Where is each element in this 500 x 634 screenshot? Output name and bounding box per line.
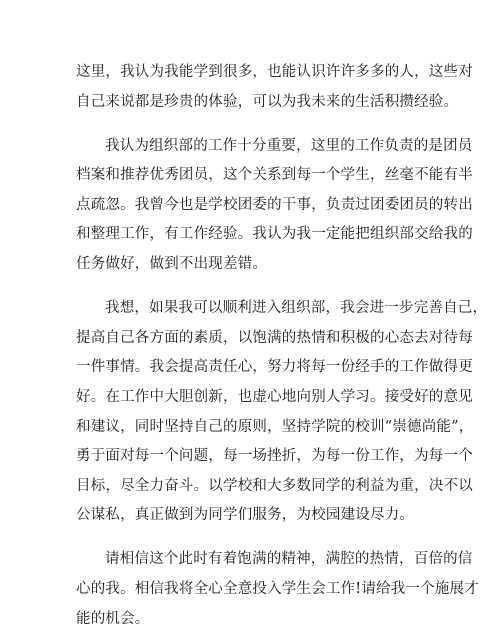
text-line: 请相信这个此时有着饱满的精神，满腔的热情，百倍的信 <box>105 551 473 568</box>
text-line: 和整理工作，有工作经验。我认为我一定能把组织部交给我的 <box>76 226 473 243</box>
text-line: 档案和推荐优秀团员，这个关系到每一个学生，丝毫不能有半 <box>76 167 473 184</box>
paragraph-4 <box>76 545 479 634</box>
paragraph-1 <box>76 58 473 117</box>
text-line: 提高自己各方面的素质，以饱满的热情和积极的心态去对待每 <box>76 329 473 346</box>
paragraph-gap <box>76 280 428 295</box>
text-line: 目标，尽全力奋斗。以学校和大多数同学的利益为重，决不以 <box>76 477 473 494</box>
text-line: 这里，我认为我能学到很多，也能认识许许多多的人，这些对 <box>76 64 473 80</box>
text-line: 心的我。相信我将全心全意投入学生会工作!请给我一个施展才 <box>76 581 479 597</box>
document-page <box>76 58 488 634</box>
text-line: 自己来说都是珍贵的体验，可以为我未来的生活积攒经验。 <box>76 93 459 110</box>
paragraph-2 <box>76 132 473 280</box>
text-line: 任务做好，做到不出现差错。 <box>76 256 268 273</box>
paragraph-gap <box>76 117 428 132</box>
text-line: 我认为组织部的工作十分重要，这里的工作负责的是团员 <box>105 137 473 154</box>
text-line: 能的机会。 <box>76 610 150 627</box>
text-line: 我想，如果我可以顺利进入组织部，我会进一步完善自己， <box>105 300 488 317</box>
paragraph-3 <box>76 294 488 531</box>
paragraph-gap <box>76 531 428 546</box>
text-line: 和建议，同时坚持自己的原则，坚持学院的校训“崇德尚能”， <box>76 418 474 435</box>
text-line: 好。在工作中大胆创新，也虚心地向别人学习。接受好的意见 <box>76 388 473 405</box>
text-line: 一件事情。我会提高责任心，努力将每一份经手的工作做得更 <box>76 359 473 376</box>
text-line: 点疏忽。我曾今也是学校团委的干事，负责过团委团员的转出 <box>76 196 473 213</box>
text-line: 公谋私，真正做到为同学们服务，为校园建设尽力。 <box>76 507 415 524</box>
text-line: 勇于面对每一个问题，每一场挫折，为每一份工作，为每一个 <box>76 448 473 465</box>
